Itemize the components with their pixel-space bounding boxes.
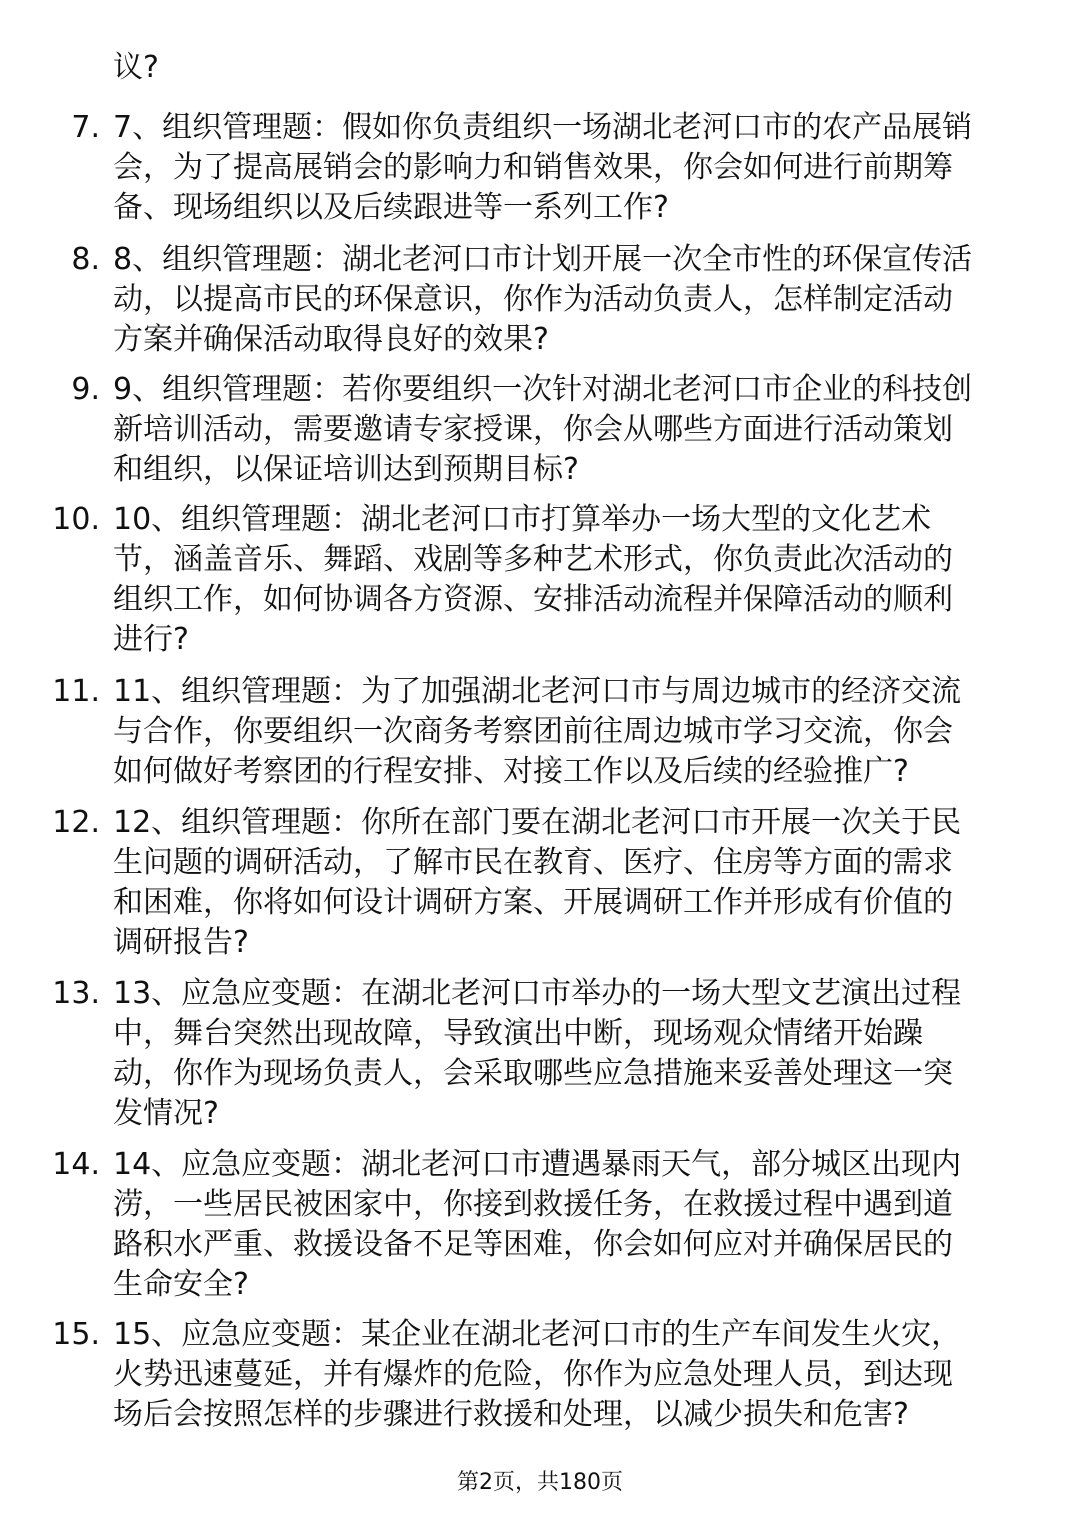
question-text: 11、组织管理题：为了加强湖北老河口市与周边城市的经济交流 与合作，你要组织一次商务考察团前往周边城市学习交流，你会 如何做好考察团的行程安排、对接工作以及后续的经验推广?	[113, 674, 962, 789]
question-number: 8.	[71, 242, 100, 277]
question-number: 15.	[52, 1317, 100, 1352]
question-text: 10、组织管理题：湖北老河口市打算举办一场大型的文化艺术 节，涵盖音乐、舞蹈、戏剧等多种艺术形式，你负责此次活动的 组织工作，如何协调各方资源、安排活动流程并保障活动的顺利 进行?	[113, 502, 953, 657]
question-number: 9.	[71, 372, 100, 407]
carry-over-text: 议?	[113, 50, 159, 85]
question-text: 8、组织管理题：湖北老河口市计划开展一次全市性的环保宣传活 动，以提高市民的环保意识，你作为活动负责人，怎样制定活动 方案并确保活动取得良好的效果?	[113, 242, 973, 357]
question-number: 14.	[52, 1147, 100, 1182]
question-text: 13、应急应变题：在湖北老河口市举办的一场大型文艺演出过程 中，舞台突然出现故障，导致演出中断，现场观众情绪开始躁 动，你作为现场负责人，会采取哪些应急措施来妥善处理这一突 发情况?	[113, 976, 962, 1131]
question-text: 9、组织管理题：若你要组织一次针对湖北老河口市企业的科技创 新培训活动，需要邀请专家授课，你会从哪些方面进行活动策划 和组织，以保证培训达到预期目标?	[113, 372, 973, 487]
question-text: 12、组织管理题：你所在部门要在湖北老河口市开展一次关于民 生问题的调研活动，了解市民在教育、医疗、住房等方面的需求 和困难，你将如何设计调研方案、开展调研工作并形成有价值的 调研报告?	[113, 805, 962, 960]
question-text: 7、组织管理题：假如你负责组织一场湖北老河口市的农产品展销 会，为了提高展销会的影响力和销售效果，你会如何进行前期筹 备、现场组织以及后续跟进等一系列工作?	[113, 110, 973, 225]
page-footer: 第2页，共180页	[457, 1470, 623, 1495]
question-number: 7.	[71, 110, 100, 145]
question-text: 15、应急应变题：某企业在湖北老河口市的生产车间发生火灾， 火势迅速蔓延，并有爆炸的危险，你作为应急处理人员，到达现 场后会按照怎样的步骤进行救援和处理，以减少损失和危害?	[113, 1317, 962, 1432]
question-number: 13.	[52, 976, 100, 1011]
question-number: 12.	[52, 805, 100, 840]
question-number: 10.	[52, 502, 100, 537]
question-text: 14、应急应变题：湖北老河口市遭遇暴雨天气，部分城区出现内 涝，一些居民被困家中，你接到救援任务，在救援过程中遇到道 路积水严重、救援设备不足等困难，你会如何应对并确保居民的 生命安全?	[113, 1147, 962, 1302]
question-number: 11.	[52, 674, 100, 709]
